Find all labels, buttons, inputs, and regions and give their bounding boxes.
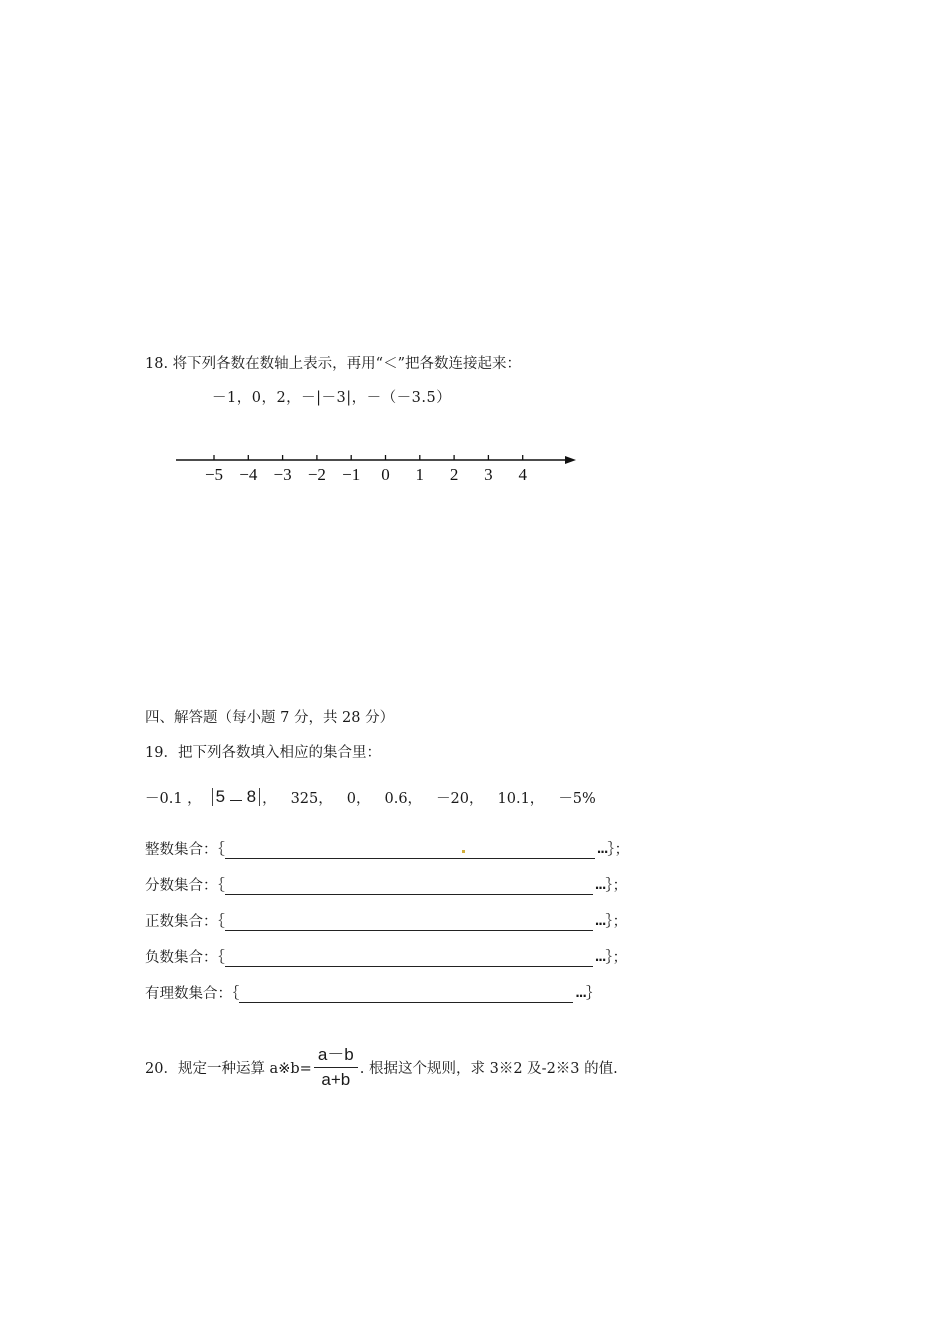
set-ellipsis: ··· bbox=[594, 953, 606, 967]
number-item: －20， bbox=[436, 790, 484, 807]
axis-tick-label: −3 bbox=[273, 465, 292, 484]
stray-mark bbox=[462, 850, 465, 853]
axis-tick-label: 4 bbox=[518, 465, 527, 484]
negative-set-row bbox=[145, 946, 627, 967]
answer-blank[interactable] bbox=[225, 842, 595, 859]
rational-set-row bbox=[145, 982, 600, 1003]
question-19-numbers bbox=[145, 774, 596, 820]
number-line bbox=[172, 448, 592, 488]
set-label: 分数集合：｛ bbox=[145, 878, 225, 894]
fraction-five-eighths bbox=[212, 788, 260, 806]
set-label: 有理数集合：｛ bbox=[145, 986, 240, 1002]
axis-tick-label: −4 bbox=[239, 465, 258, 484]
axis-tick-label: 0 bbox=[381, 465, 390, 484]
answer-blank[interactable] bbox=[239, 986, 573, 1003]
axis-tick-label: 1 bbox=[415, 465, 425, 484]
set-label: 整数集合：｛ bbox=[145, 842, 225, 858]
number-item: 0.6， bbox=[384, 790, 423, 807]
axis-tick-label: 2 bbox=[449, 465, 459, 484]
fraction-bar bbox=[230, 800, 242, 801]
set-end: ｝； bbox=[605, 914, 628, 930]
integer-set-row bbox=[145, 838, 629, 859]
fraction-numerator: a－b bbox=[317, 1045, 354, 1064]
set-ellipsis: ··· bbox=[575, 989, 586, 1003]
question-20-prefix: 20．规定一种运算 a※b= bbox=[145, 1060, 312, 1077]
set-end: ｝ bbox=[585, 986, 601, 1002]
number-item: 0， bbox=[346, 790, 371, 807]
operation-fraction bbox=[314, 1045, 358, 1089]
question-20-suffix: . 根据这个规则，求 3※2 及-2※3 的值. bbox=[359, 1060, 618, 1077]
answer-blank[interactable] bbox=[225, 914, 593, 931]
axis-tick-label: −1 bbox=[342, 465, 361, 484]
set-ellipsis: ··· bbox=[594, 881, 606, 895]
question-19-prompt: 19．把下列各数填入相应的集合里： bbox=[145, 745, 381, 761]
question-20 bbox=[145, 1045, 618, 1089]
section-4-heading: 四、解答题（每小题 7 分，共 28 分） bbox=[145, 710, 395, 726]
set-end: ｝； bbox=[607, 842, 630, 858]
set-ellipsis: ··· bbox=[594, 917, 606, 931]
set-end: ｝； bbox=[605, 950, 628, 966]
axis-tick-label: 3 bbox=[484, 465, 493, 484]
set-ellipsis: ··· bbox=[596, 845, 608, 859]
question-18-prompt: 18. 将下列各数在数轴上表示，再用“＜”把各数连接起来： bbox=[145, 356, 521, 372]
axis-tick-label: −2 bbox=[307, 465, 326, 484]
number-item: ， bbox=[262, 790, 277, 807]
fraction-denominator: a+b bbox=[321, 1069, 351, 1089]
set-end: ｝； bbox=[605, 878, 628, 894]
set-label: 正数集合：｛ bbox=[145, 914, 225, 930]
answer-blank[interactable] bbox=[225, 878, 593, 895]
set-label: 负数集合：｛ bbox=[145, 950, 225, 966]
question-18-numbers: －1，0，2，－|－3|，－（－3.5） bbox=[212, 390, 452, 406]
fraction-denominator: 8 bbox=[246, 787, 257, 807]
positive-set-row bbox=[145, 910, 627, 931]
number-item: －0.1 ， bbox=[145, 790, 202, 807]
number-item: －5% bbox=[558, 790, 596, 807]
number-line-arrow bbox=[565, 456, 576, 464]
fraction-set-row bbox=[145, 874, 627, 895]
fraction-bar bbox=[314, 1067, 358, 1068]
answer-blank[interactable] bbox=[225, 950, 593, 967]
number-item: 325， bbox=[290, 790, 333, 807]
axis-tick-label: −5 bbox=[204, 465, 224, 484]
fraction-numerator: 5 bbox=[215, 787, 226, 807]
number-item: 10.1， bbox=[497, 790, 545, 807]
